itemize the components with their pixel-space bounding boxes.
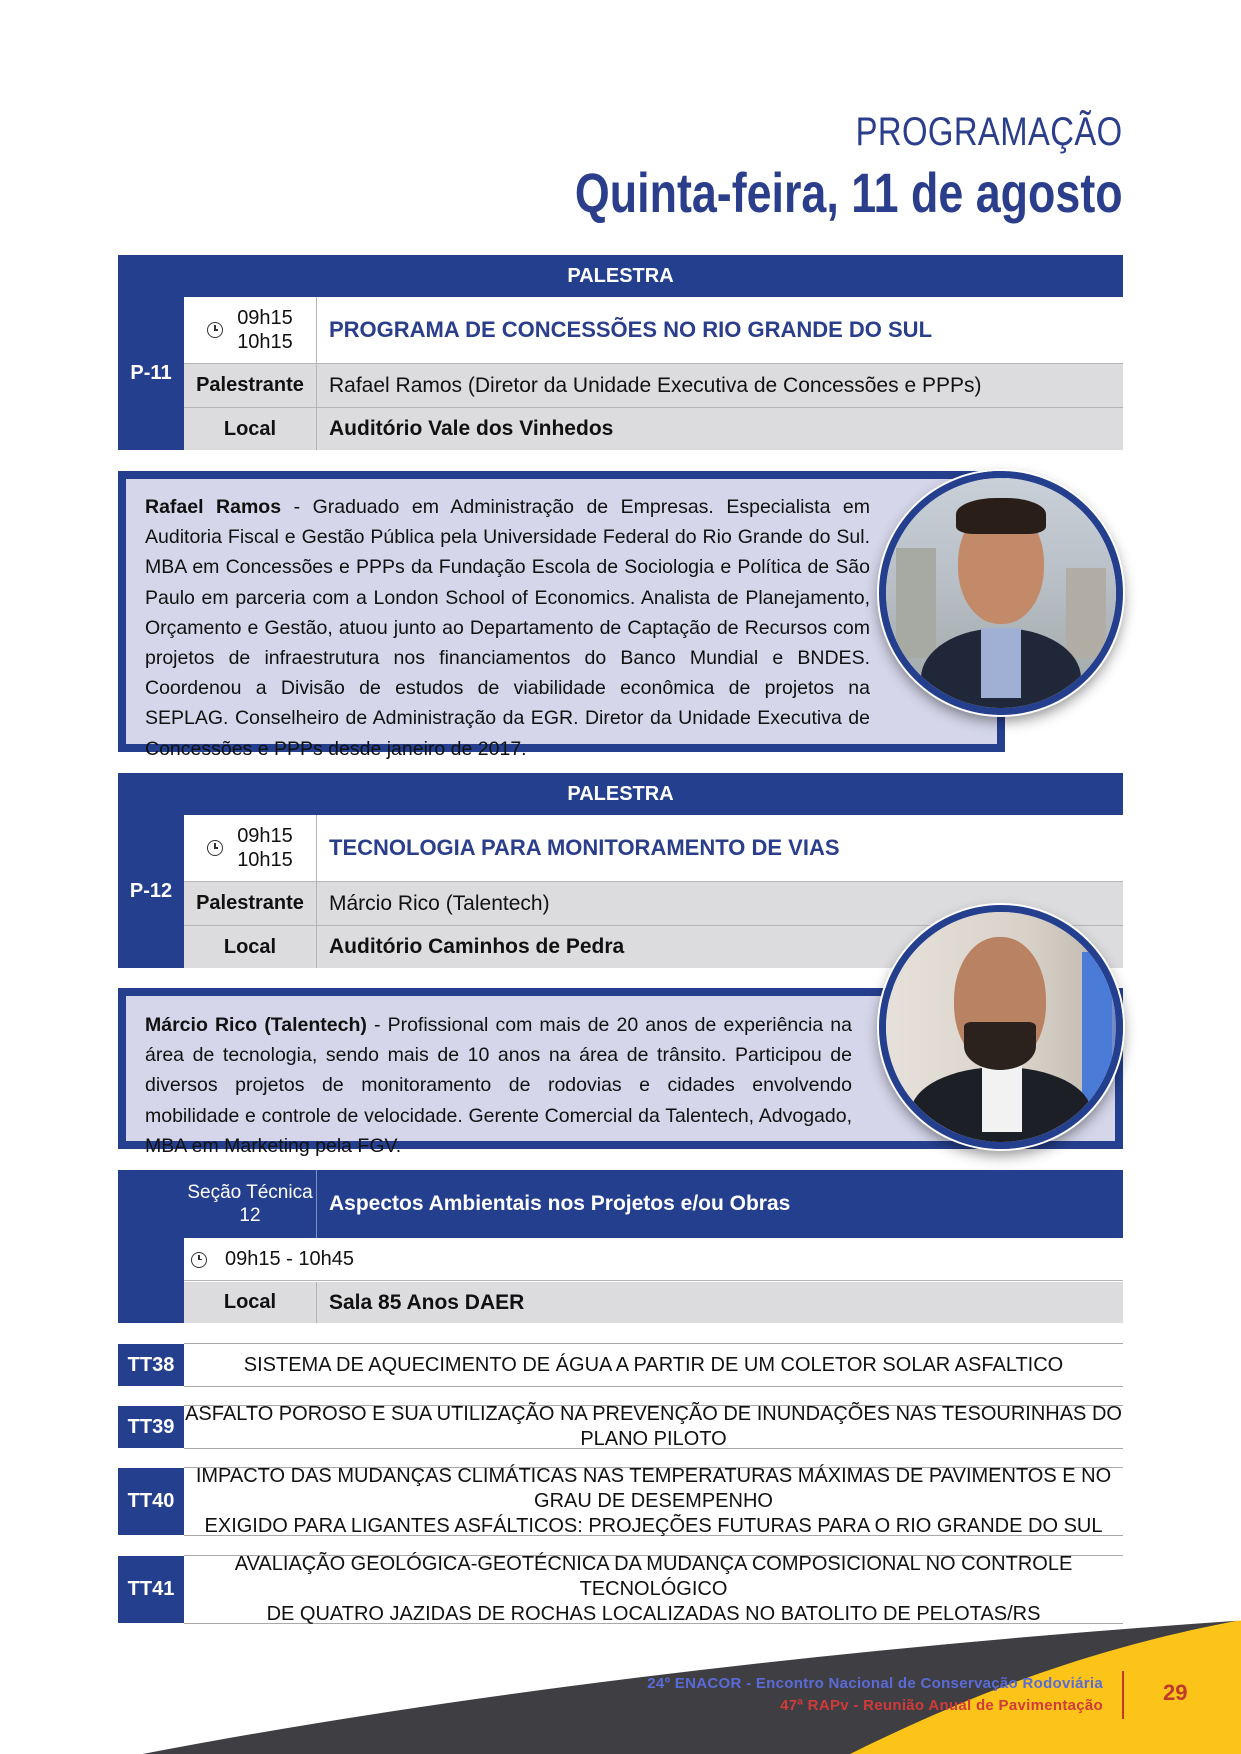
paper-title-line: ASFALTO POROSO E SUA UTILIZAÇÃO NA PREVENÇÃO DE INUNDAÇÕES NAS TESOURINHAS DO PLANO PILOTO	[185, 1403, 1122, 1450]
location-label: Local	[184, 926, 317, 968]
page-title: Quinta-feira, 11 de agosto	[575, 161, 1123, 224]
bio-name: Rafael Ramos	[145, 496, 282, 518]
speaker-name: Márcio Rico (Talentech)	[329, 891, 550, 915]
talk-title: PROGRAMA DE CONCESSÕES NO RIO GRANDE DO SUL	[329, 317, 933, 342]
paper-title-line: SISTEMA DE AQUECIMENTO DE ÁGUA A PARTIR DE UM COLETOR SOLAR ASFALTICO	[243, 1353, 1064, 1376]
paper-title-line: IMPACTO DAS MUDANÇAS CLIMÁTICAS NAS TEMPERATURAS MÁXIMAS DE PAVIMENTOS E NO GRAU DE DESEMPENHO	[195, 1465, 1112, 1512]
paper-title-line: EXIGIDO PARA LIGANTES ASFÁLTICOS: PROJEÇÕES FUTURAS PARA O RIO GRANDE DO SUL	[204, 1515, 1103, 1537]
location-value: Auditório Vale dos Vinhedos	[329, 417, 614, 440]
palestra-band-p12: PALESTRA	[118, 773, 1123, 815]
paper-code: TT41	[118, 1556, 184, 1623]
paper-title-line: DE QUATRO JAZIDAS DE ROCHAS LOCALIZADAS NO BATOLITO DE PELOTAS/RS	[266, 1603, 1041, 1625]
location-value: Sala 85 Anos DAER	[329, 1290, 525, 1314]
session-title: Aspectos Ambientais nos Projetos e/ou Obras	[317, 1170, 1123, 1238]
bio-name: Márcio Rico (Talentech)	[145, 1014, 367, 1036]
bio-description: - Profissional com mais de 20 anos de experiência na área de tecnologia, sendo mais de 10 anos na área de trânsito. Participou de diversos projetos de monitoramento de rodovias e cidades envolvendo mobilidade e controle de velocidade. Gerente Comercial da Talentech, Advogado, MBA em Marketing pela FGV.	[145, 1014, 853, 1157]
footer-divider	[1122, 1671, 1124, 1719]
session-time: 09h15 - 10h45	[225, 1248, 355, 1270]
time-end: 10h15	[237, 849, 293, 871]
footer-event-line2: 47ª RAPv - Reunião Anual de Pavimentação	[780, 1697, 1103, 1714]
session-label-line1: Seção Técnica	[187, 1182, 313, 1203]
speaker-name: Rafael Ramos (Diretor da Unidade Executiva de Concessões e PPPs)	[329, 373, 982, 397]
speaker-label: Palestrante	[184, 364, 317, 407]
page-number: 29	[1163, 1680, 1188, 1705]
paper-title-line: AVALIAÇÃO GEOLÓGICA-GEOTÉCNICA DA MUDANÇA COMPOSICIONAL NO CONTROLE TECNOLÓGICO	[234, 1553, 1073, 1600]
session-code-p12: P-12	[118, 815, 184, 968]
footer-event-line1: 24º ENACOR - Encontro Nacional de Conservação Rodoviária	[647, 1675, 1103, 1692]
paper-code: TT39	[118, 1406, 184, 1448]
location-label: Local	[184, 408, 317, 450]
time-end: 10h15	[237, 331, 293, 353]
time-start: 09h15	[237, 307, 293, 329]
location-value: Auditório Caminhos de Pedra	[329, 935, 625, 958]
talk-title: TECNOLOGIA PARA MONITORAMENTO DE VIAS	[329, 835, 840, 860]
paper-code: TT38	[118, 1344, 184, 1386]
paper-code: TT40	[118, 1468, 184, 1535]
bio-description: - Graduado em Administração de Empresas. Especialista em Auditoria Fiscal e Gestão Pública pela Universidade Federal do Rio Grande do Sul. MBA em Concessões e PPPs da Fundação Escola de Sociologia e Política de São Paulo em parceria com a London School of Economics. Analista de Planejamento, Orçamento e Gestão, atuou junto ao Departamento de Captação de Recursos com projetos de infraestrutura nos financiamentos do Banco Mundial e BNDES. Coordenou a Divisão de estudos de viabilidade econômica de projetos na SEPLAG. Conselheiro de Administração da EGR. Diretor da Unidade Executiva de Concessões e PPPs desde janeiro de 2017.	[145, 496, 871, 760]
time-start: 09h15	[237, 825, 293, 847]
session-code-p11: P-11	[118, 297, 184, 450]
speaker-label: Palestrante	[184, 882, 317, 925]
palestra-band-p11: PALESTRA	[118, 255, 1123, 297]
session-label-line2: 12	[239, 1205, 261, 1226]
location-label: Local	[184, 1282, 317, 1323]
section-heading: PROGRAMAÇÃO	[856, 110, 1123, 154]
